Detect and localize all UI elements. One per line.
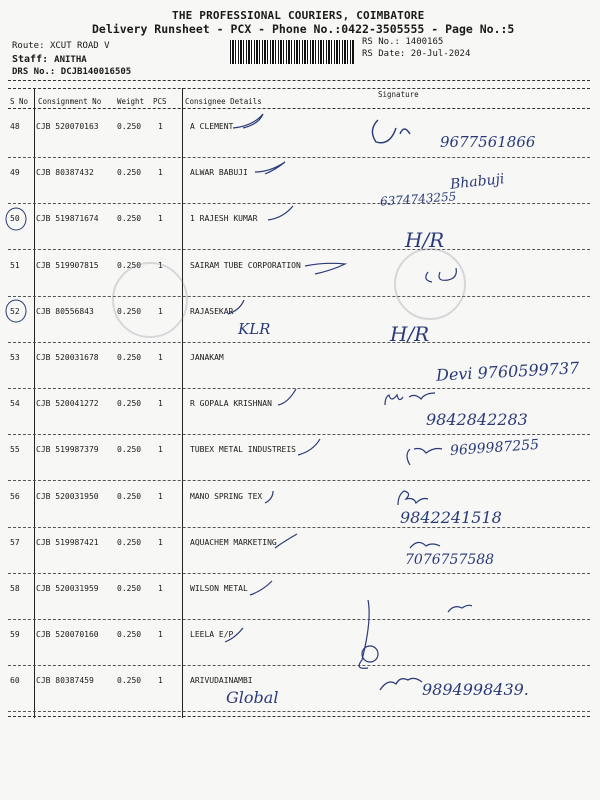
footer-rule (8, 716, 590, 717)
row-consignment: CJB 520070163 (36, 122, 99, 131)
staff-value: ANITHA (54, 55, 87, 65)
signature-loop-60 (362, 646, 378, 662)
row-pcs: 1 (158, 353, 163, 362)
row-pcs: 1 (158, 676, 163, 686)
row-pcs: 1 (158, 491, 163, 501)
row-weight: 0.250 (117, 445, 142, 455)
row-weight: 0.250 (117, 353, 142, 362)
signature-56 (398, 491, 428, 505)
tick-mark-50 (268, 206, 293, 220)
tick-mark-59 (225, 628, 243, 642)
handwriting-name-49: Bhabuji (449, 171, 506, 193)
row-sno: 59 (10, 630, 20, 640)
row-consignee: RAJASEKAR (190, 306, 234, 316)
signature-55 (407, 449, 442, 466)
tick-mark-57 (275, 534, 297, 548)
row-weight: 0.250 (117, 168, 142, 178)
row-consignee: JANAKAM (190, 353, 224, 362)
row-sno: 56 (10, 491, 20, 501)
row-consignee: MANO SPRING TEX (190, 491, 263, 501)
row-consignee: SAIRAM TUBE CORPORATION (190, 260, 301, 270)
row-sno: 49 (10, 168, 20, 178)
drs-label: DRS No.: (12, 67, 56, 77)
row-pcs: 1 (158, 399, 163, 409)
col-consignment: Consignment No (38, 97, 102, 106)
row-weight: 0.250 (117, 306, 142, 316)
row-weight: 0.250 (117, 676, 142, 686)
row-sno: 55 (10, 445, 20, 455)
row-consignment: CJB 520031959 (36, 584, 99, 593)
tick-mark-58 (250, 581, 272, 595)
row-consignment: CJB 80387459 (36, 676, 94, 686)
tick-mark-49 (255, 162, 285, 174)
row-pcs: 1 (158, 214, 163, 224)
tick-mark-55 (298, 439, 320, 455)
row-consignment: CJB 520041272 (36, 399, 99, 409)
tick-mark-54 (278, 389, 296, 405)
row-consignment: CJB 519987421 (36, 537, 99, 547)
row-consignment: CJB 519871674 (36, 214, 99, 224)
handwriting-phone-60: 9894998439. (422, 680, 529, 699)
signature-48 (372, 120, 410, 143)
row-sno: 53 (10, 353, 20, 362)
row-consignment: CJB 520031950 (36, 491, 99, 501)
handwriting-name-60: Global (226, 688, 279, 707)
row-consignee: TUBEX METAL INDUSTREIS (190, 445, 296, 455)
faded-stamp-1 (112, 262, 188, 338)
col-consignee: Consignee Details (185, 97, 262, 106)
staff-label: Staff: (12, 54, 49, 65)
handwriting-55: 9699987255 (449, 436, 540, 460)
row-weight: 0.250 (117, 584, 142, 593)
row-consignment: CJB 80556843 (36, 306, 94, 316)
handwriting-54: 9842842283 (426, 410, 528, 429)
row-consignment: CJB 519907815 (36, 260, 99, 270)
rs-no-label: RS No.: (362, 37, 400, 47)
row-weight: 0.250 (117, 214, 142, 224)
row-consignee: A CLEMENT (190, 122, 234, 131)
rs-date-value: 20-Jul-2024 (410, 49, 471, 59)
row-consignment: CJB 519987379 (36, 445, 99, 455)
row-consignment: CJB 80387432 (36, 168, 94, 178)
runsheet-subtitle: Delivery Runsheet - PCX - Phone No.:0422-3505555 - Page No.:5 (92, 22, 515, 36)
route-value: XCUT ROAD V (49, 41, 110, 51)
col-signature: Signature (378, 90, 419, 99)
row-sno: 60 (10, 676, 20, 686)
row-sno: 48 (10, 122, 20, 131)
row-pcs: 1 (158, 260, 163, 270)
row-consignee: LEELA E/P (190, 630, 234, 640)
row-consignment: CJB 520070160 (36, 630, 99, 640)
handwriting-klr-52: KLR (238, 320, 271, 338)
row-weight: 0.250 (117, 260, 142, 270)
faded-stamp-2 (394, 248, 466, 320)
signature-scribble-59 (359, 600, 369, 668)
row-consignee: R GOPALA KRISHNAN (190, 399, 272, 409)
signature-60 (380, 678, 422, 690)
row-sno: 54 (10, 399, 20, 409)
signature-54 (385, 393, 435, 405)
row-sno: 50 (10, 214, 20, 224)
row-weight: 0.250 (117, 122, 142, 131)
col-weight: Weight (117, 97, 145, 106)
route-label: Route: (12, 41, 45, 51)
col-pcs: PCS (153, 97, 167, 106)
signature-57 (410, 542, 440, 548)
row-pcs: 1 (158, 168, 163, 178)
row-weight: 0.250 (117, 399, 142, 409)
row-consignment: CJB 520031678 (36, 353, 99, 362)
row-sno: 57 (10, 537, 20, 547)
row-pcs: 1 (158, 630, 163, 640)
row-sno: 51 (10, 260, 20, 270)
circle-mark-52 (6, 300, 26, 322)
col-sno: S No (10, 97, 29, 106)
handwriting-phone-56: 9842241518 (400, 508, 502, 527)
row-weight: 0.250 (117, 630, 142, 640)
handwriting-57: 7076757588 (405, 552, 495, 568)
signature-58 (448, 605, 472, 612)
row-pcs: 1 (158, 122, 163, 131)
row-consignee: WILSON METAL (190, 584, 248, 593)
tick-mark-48 (233, 114, 263, 128)
circle-mark-50 (6, 208, 26, 230)
handwriting-hr-50: H/R (405, 228, 445, 252)
handwriting-phone-49: 6374743255 (379, 189, 457, 209)
handwriting-phone-48: 9677561866 (440, 133, 536, 151)
handwriting-53: Devi 9760599737 (435, 358, 580, 385)
row-sno: 52 (10, 306, 20, 316)
rs-no-value: 1400165 (405, 37, 444, 47)
tick-mark-51 (305, 263, 345, 274)
row-pcs: 1 (158, 445, 163, 455)
row-weight: 0.250 (117, 537, 142, 547)
tick-mark-56 (265, 491, 273, 503)
company-title: THE PROFESSIONAL COURIERS, COIMBATORE (172, 9, 425, 22)
row-pcs: 1 (158, 584, 163, 593)
tick-mark-52 (228, 300, 244, 314)
row-consignee: ALWAR BABUJI (190, 168, 248, 178)
row-consignee: 1 RAJESH KUMAR (190, 214, 258, 224)
row-pcs: 1 (158, 537, 163, 547)
row-consignee: ARIVUDAINAMBI (190, 676, 253, 686)
row-sno: 58 (10, 584, 20, 593)
handwriting-hr-52: H/R (390, 322, 430, 346)
rs-date-label: RS Date: (362, 49, 406, 59)
drs-value: DCJB140016505 (60, 67, 132, 77)
row-weight: 0.250 (117, 491, 142, 501)
row-consignee: AQUACHEM MARKETING (190, 537, 277, 547)
row-pcs: 1 (158, 306, 163, 316)
